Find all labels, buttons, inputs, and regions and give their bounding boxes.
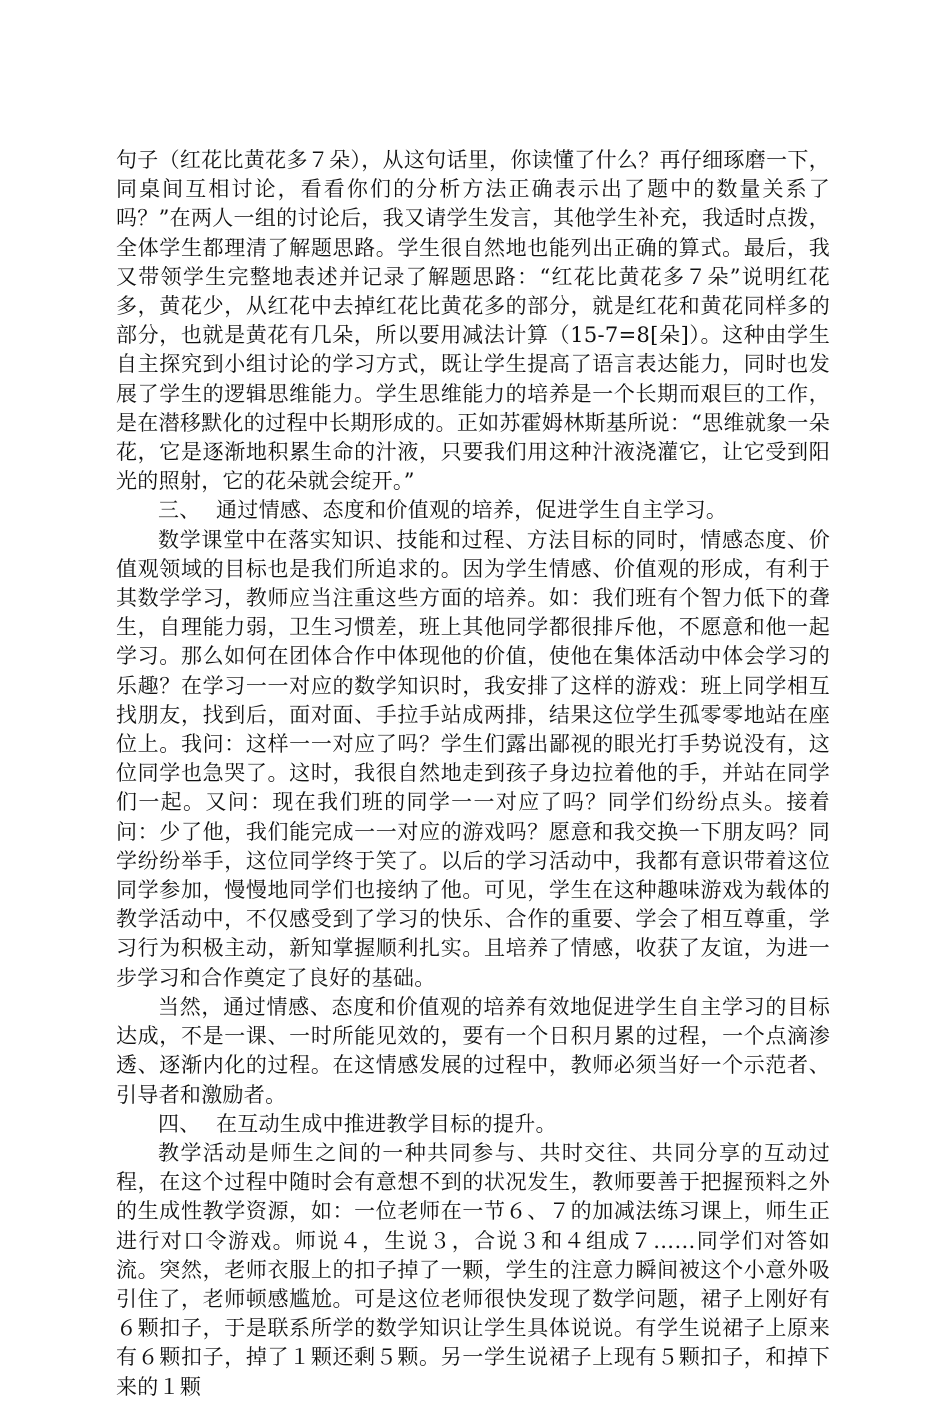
- section-heading-4: [116, 1110, 830, 1139]
- document-body: [116, 146, 830, 1402]
- section-title: 通过情感、态度和价值观的培养，促进学生自主学习。: [216, 498, 728, 523]
- section-number: 三、: [158, 498, 201, 523]
- section-heading-3: [116, 496, 830, 525]
- paragraph-body: 当然，通过情感、态度和价值观的培养有效地促进学生自主学习的目标达成，不是一课、一时所能见效的，要有一个日积月累的过程，一个点滴渗透、逐渐内化的过程。在这情感发展的过程中，教师必须当好一个示范者、引导者和激励者。: [116, 994, 830, 1107]
- paragraph-body: 教学活动是师生之间的一种共同参与、共时交往、共同分享的互动过程，在这个过程中随时会有意想不到的状况发生，教师要善于把握预料之外的生成性教学资源，如：一位老师在一节６、７的加减法练习课上，师生正进行对口令游戏。师说４，生说３，合说３和４组成７……同学们对答如流。突然，老师衣服上的扣子掉了一颗，学生的注意力瞬间被这个小意外吸引住了，老师顿感尴尬。可是这位老师很快发现了数学问题，裙子上刚好有６颗扣子，于是联系所学的数学知识让学生具体说说。有学生说裙子上原来有６颗扣子，掉了１颗还剩５颗。另一学生说裙子上现有５颗扣子，和掉下来的１颗: [116, 1140, 830, 1399]
- section-number: 四、: [158, 1111, 201, 1136]
- paragraph-body: 数学课堂中在落实知识、技能和过程、方法目标的同时，情感态度、价值观领域的目标也是我们所追求的。因为学生情感、价值观的形成，有利于其数学学习，教师应当注重这些方面的培养。如：我们班有个智力低下的聋生，自理能力弱，卫生习惯差，班上其他同学都很排斥他，不愿意和他一起学习。那么如何在团体合作中体现他的价值，使他在集体活动中体会学习的乐趣？在学习一一对应的数学知识时，我安排了这样的游戏：班上同学相互找朋友，找到后，面对面、手拉手站成两排，结果这位学生孤零零地站在座位上。我问：这样一一对应了吗？学生们露出鄙视的眼光打手势说没有，这位同学也急哭了。这时，我很自然地走到孩子身边拉着他的手，并站在同学们一起。又问：现在我们班的同学一一对应了吗？同学们纷纷点头。接着问：少了他，我们能完成一一对应的游戏吗？愿意和我交换一下朋友吗？同学纷纷举手，这位同学终于笑了。以后的学习活动中，我都有意识带着这位同学参加，慢慢地同学们也接纳了他。可见，学生在这种趣味游戏为载体的教学活动中，不仅感受到了学习的快乐、合作的重要、学会了相互尊重，学习行为积极主动，新知掌握顺利扎实。且培养了情感，收获了友谊，为进一步学习和合作奠定了良好的基础。: [116, 527, 830, 990]
- paragraph-continuation: 句子（红花比黄花多７朵），从这句话里，你读懂了什么？再仔细琢磨一下，同桌间互相讨论，看看你们的分析方法正确表示出了题中的数量关系了吗？”在两人一组的讨论后，我又请学生发言，其他学生补充，我适时点拨，全体学生都理清了解题思路。学生很自然地也能列出正确的算式。最后，我又带领学生完整地表述并记录了解题思路：“红花比黄花多７朵”说明红花多，黄花少，从红花中去掉红花比黄花多的部分，就是红花和黄花同样多的部分，也就是黄花有几朵，所以要用减法计算（15-7=8[朵]）。这种由学生自主探究到小组讨论的学习方式，既让学生提高了语言表达能力，同时也发展了学生的逻辑思维能力。学生思维能力的培养是一个长期而艰巨的工作，是在潜移默化的过程中长期形成的。正如苏霍姆林斯基所说：“思维就象一朵花，它是逐渐地积累生命的汁液，只要我们用这种汁液浇灌它，让它受到阳光的照射，它的花朵就会绽开。”: [116, 148, 830, 494]
- section-title: 在互动生成中推进教学目标的提升。: [216, 1111, 557, 1136]
